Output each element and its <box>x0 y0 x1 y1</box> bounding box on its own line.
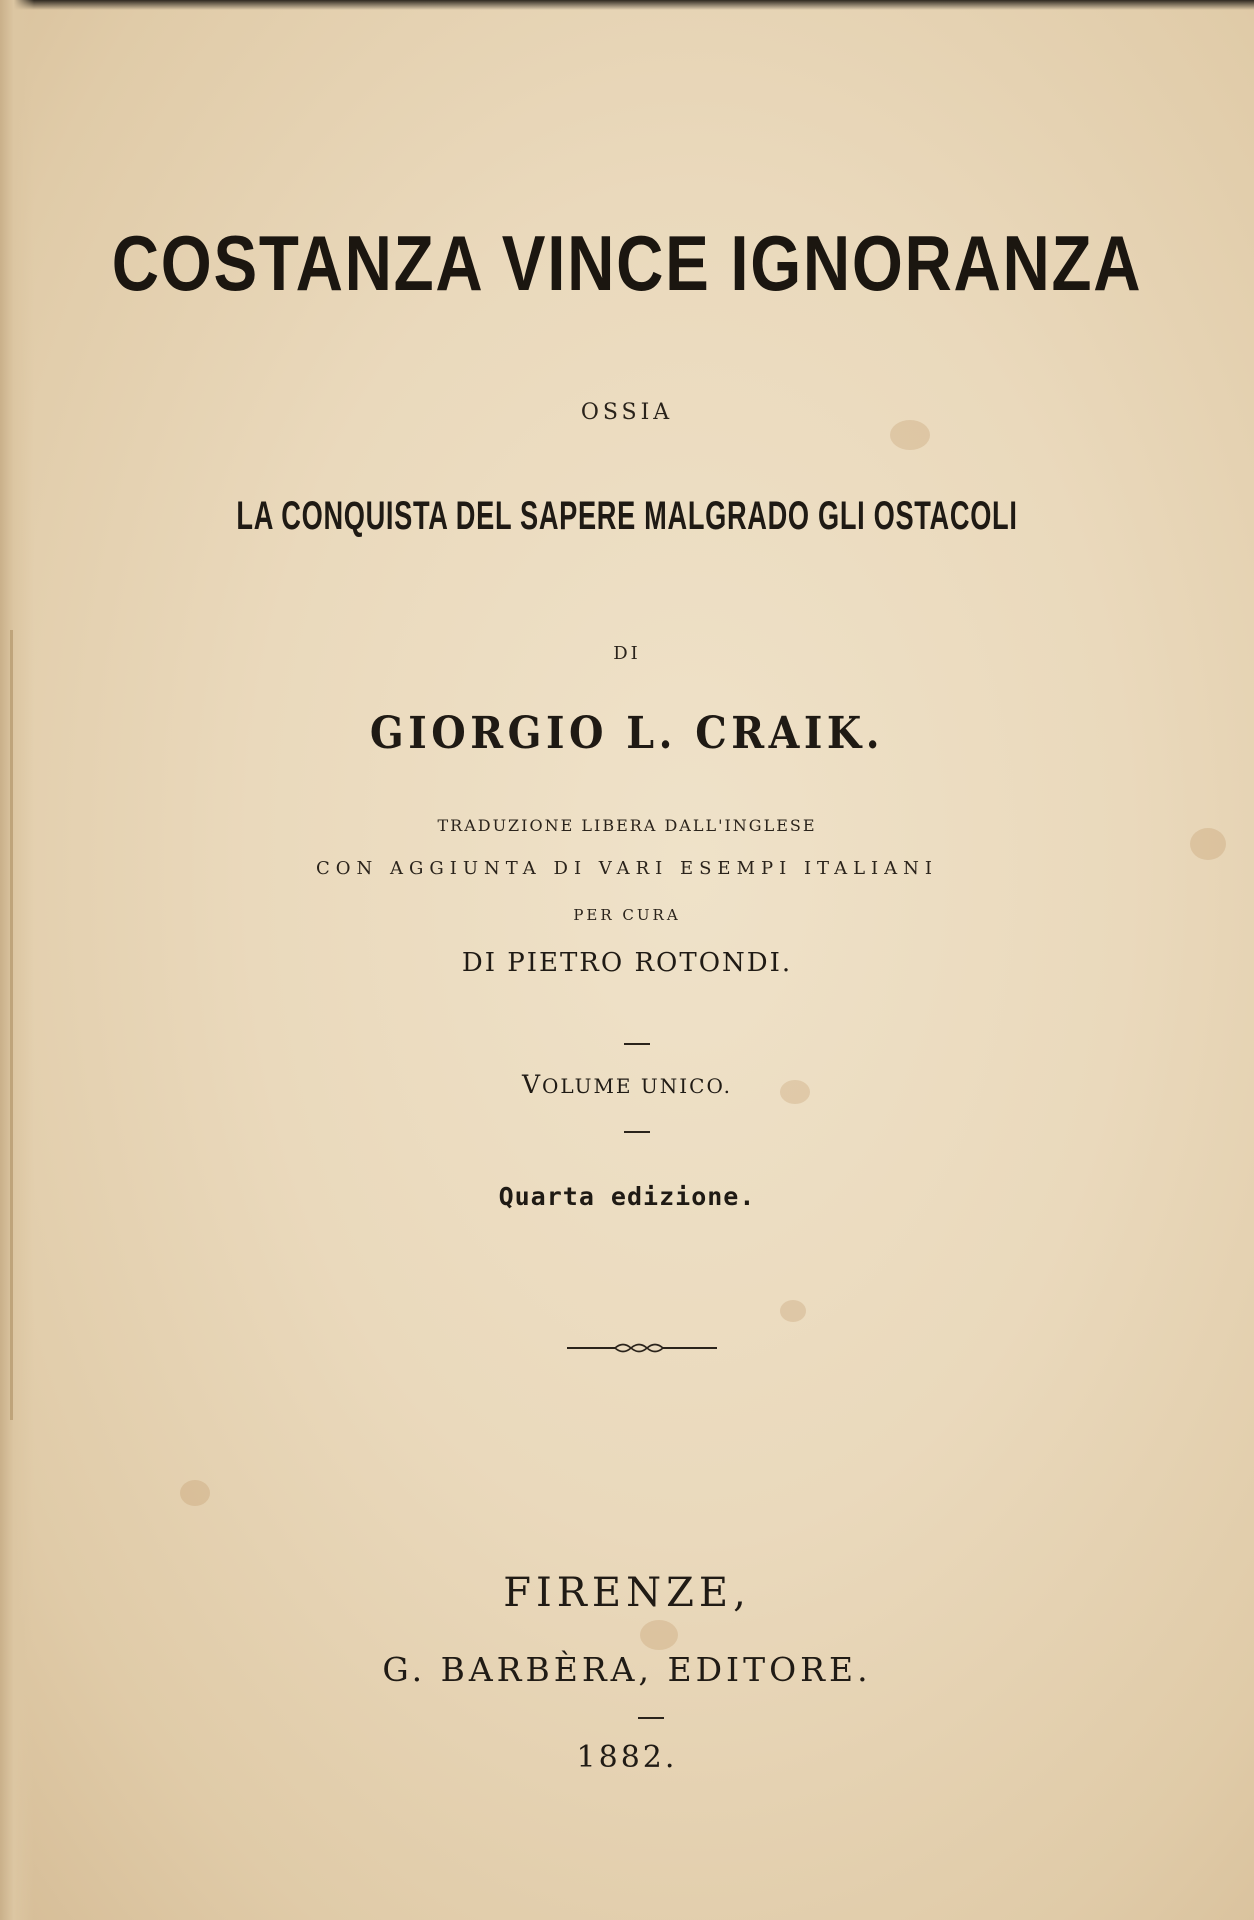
foxing-stain <box>780 1300 806 1322</box>
book-title: COSTANZA VINCE IGNORANZA <box>111 219 1143 307</box>
publication-city: FIRENZE, <box>503 1570 751 1616</box>
volume-rest: OLUME UNICO. <box>542 1074 733 1098</box>
volume-label <box>0 1070 1254 1099</box>
page-top-shadow <box>0 0 1254 10</box>
volume-initial: V <box>521 1070 543 1099</box>
binding-thread <box>10 630 13 1420</box>
author-name: GIORGIO L. CRAIK. <box>369 708 885 759</box>
ossia-connector: OSSIA <box>580 400 674 425</box>
foxing-stain <box>640 1620 678 1650</box>
ornament-divider <box>567 1338 717 1358</box>
care-of-note: PER CURA <box>573 906 681 924</box>
publisher-name: G. BARBÈRA, EDITORE. <box>382 1650 872 1689</box>
publication-year: 1882. <box>576 1740 678 1775</box>
additions-note: CON AGGIUNTA DI VARI ESEMPI ITALIANI <box>316 858 938 879</box>
foxing-stain <box>180 1480 210 1506</box>
book-subtitle: LA CONQUISTA DEL SAPERE MALGRADO GLI OSTACOLI <box>236 494 1018 538</box>
divider-rule <box>624 1043 650 1045</box>
translation-note: TRADUZIONE LIBERA DALL'INGLESE <box>437 816 817 835</box>
edition-label: Quarta edizione. <box>498 1182 756 1211</box>
divider-rule <box>638 1717 664 1719</box>
editor-name: DI PIETRO ROTONDI. <box>461 948 793 978</box>
by-word: DI <box>613 643 641 664</box>
divider-rule <box>624 1131 650 1133</box>
